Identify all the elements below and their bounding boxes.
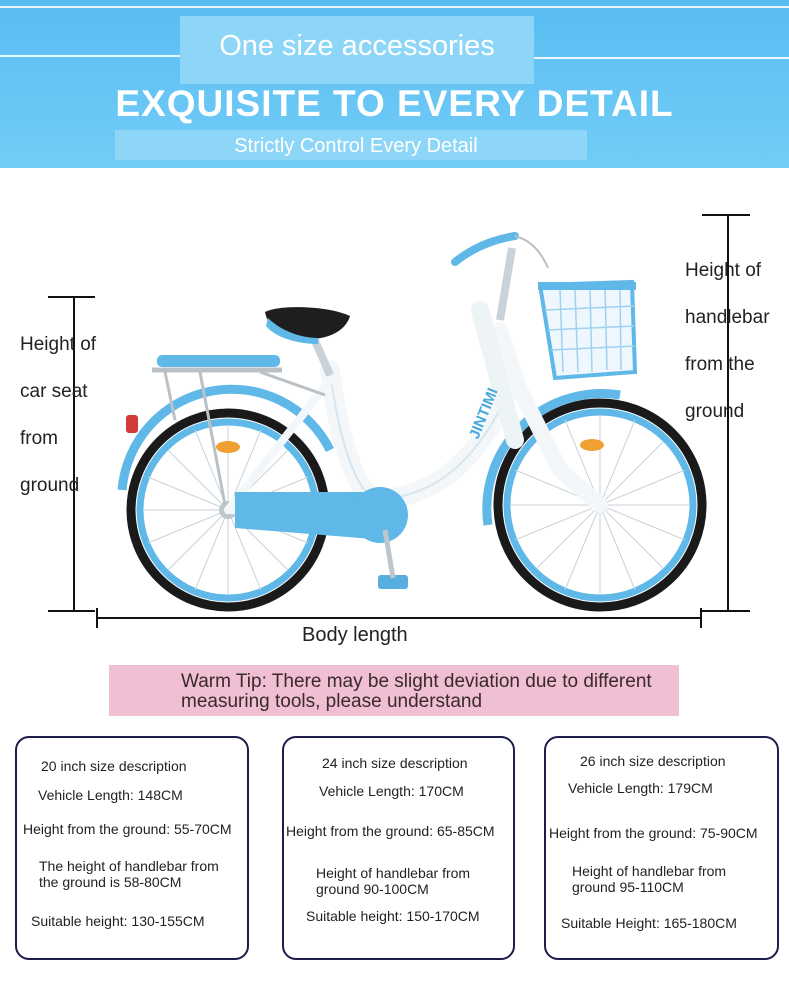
card-suitable-height: Suitable Height: 165-180CM <box>561 915 737 931</box>
card-handlebar-height: The height of handlebar from the ground is 58-80CM <box>39 858 219 890</box>
card-ground-height: Height from the ground: 75-90CM <box>549 825 758 841</box>
card-handlebar-height: Height of handlebar from ground 95-110CM <box>572 863 727 895</box>
seat-label-line: car seat <box>20 381 88 402</box>
rear-reflector <box>216 441 240 453</box>
size-card-20-inch <box>15 736 249 960</box>
card-vehicle-length: Vehicle Length: 170CM <box>319 783 464 799</box>
warm-tip-banner <box>109 665 679 716</box>
banner-headline: EXQUISITE TO EVERY DETAIL <box>115 83 674 124</box>
card-suitable-height: Suitable height: 150-170CM <box>306 908 480 924</box>
card-ground-height: Height from the ground: 55-70CM <box>23 821 232 837</box>
banner-subtitle: One size accessories <box>219 30 495 62</box>
size-card-24-inch <box>282 736 515 960</box>
handlebar-label-line: Height of <box>685 260 762 281</box>
front-basket <box>538 282 636 378</box>
front-reflector <box>580 439 604 451</box>
seat-label-line: ground <box>20 475 80 496</box>
banner-tagline: Strictly Control Every Detail <box>234 135 478 157</box>
seat-label-line: from <box>20 428 58 449</box>
warm-tip-text: Warm Tip: There may be slight deviation due to different measuring tools, please understand <box>181 671 652 712</box>
chainring <box>352 487 408 543</box>
card-ground-height: Height from the ground: 65-85CM <box>286 823 495 839</box>
seat-label-line: Height of <box>20 334 97 355</box>
frame-brand-text: JINTIMI <box>465 385 502 442</box>
card-title: 24 inch size description <box>322 755 468 771</box>
rear-rack-top <box>157 355 280 367</box>
tail-light <box>126 415 138 433</box>
card-title: 26 inch size description <box>580 753 726 769</box>
handlebar-label-line: from the <box>685 354 755 375</box>
card-suitable-height: Suitable height: 130-155CM <box>31 913 205 929</box>
card-vehicle-length: Vehicle Length: 179CM <box>568 780 713 796</box>
handlebar-label-line: ground <box>685 401 745 422</box>
handlebar-label-line: handlebar <box>685 307 770 328</box>
handlebar <box>455 236 515 262</box>
body-length-label: Body length <box>302 624 408 646</box>
size-card-26-inch <box>544 736 779 960</box>
card-vehicle-length: Vehicle Length: 148CM <box>38 787 183 803</box>
card-title: 20 inch size description <box>41 758 187 774</box>
card-handlebar-height: Height of handlebar from ground 90-100CM <box>316 865 471 897</box>
